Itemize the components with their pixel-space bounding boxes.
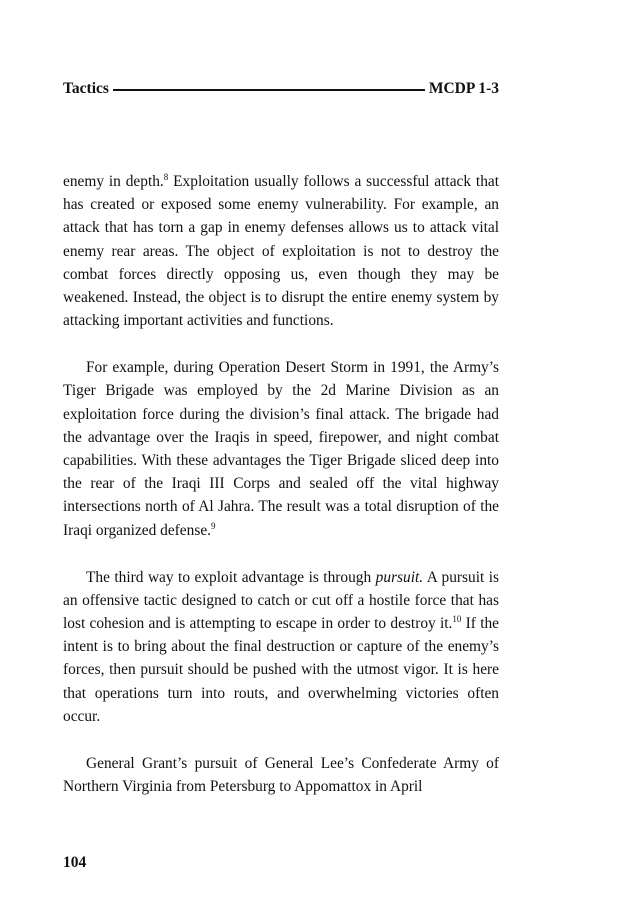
page-number: 104 <box>63 854 87 871</box>
header-rule <box>113 89 425 91</box>
paragraph-exploitation: enemy in depth.$^8$ Exploitation usually follows a successful attack that has created or exposed some enemy vulnerability. For example, an attack that has torn a gap in enemy defenses allows us to attack vital enemy rear areas. The object of exploitation is not to destroy the combat forces directly opposing us, even though they may be weakened. Instead, the object is to disrupt the entire enemy system by attacking important activities and functions. <box>63 172 499 330</box>
header-chapter-title: Tactics <box>63 80 109 97</box>
paragraph-grant-pursuit: General Grant’s pursuit of General Lee’s Confederate Army of Northern Virginia from Petersburg to Appomattox in April <box>63 754 499 796</box>
paragraph-desert-storm: For example, during Operation Desert Storm in 1991, the Army’s Tiger Brigade was employed by the 2d Marine Division as an exploitation force during the division’s final attack. The brigade had the advantage over the Iraqis in speed, firepower, and night combat capabilities. With these advantages the Tiger Brigade sliced deep into the rear of the Iraqi III Corps and sealed off the vital highway intersections north of Al Jahra. The result was a total disruption of the Iraqi organized defense.$^9$ <box>63 359 499 539</box>
term-pursuit: pursuit. <box>375 568 424 586</box>
header-publication-id: MCDP 1-3 <box>428 80 499 97</box>
running-header <box>63 78 499 100</box>
footnote-ref-10: 10 <box>452 614 462 625</box>
body-text <box>63 170 499 822</box>
footnote-ref-8: 8 <box>163 172 169 182</box>
footnote-ref-9: 9 <box>211 520 216 531</box>
paragraph-pursuit: The third way to exploit advantage is through pursuit. A pursuit is an offensive tactic designed to catch or cut off a hostile force that has lost cohesion and is attempting to escape in order to destroy it.$^{10}$ If the intent is to bring about the final destruction or capture of the enemy’s forces, then pursuit should be pushed with the utmost vigor. It is here that operations turn into routs, and overwhelming victories often occur. <box>63 568 499 725</box>
